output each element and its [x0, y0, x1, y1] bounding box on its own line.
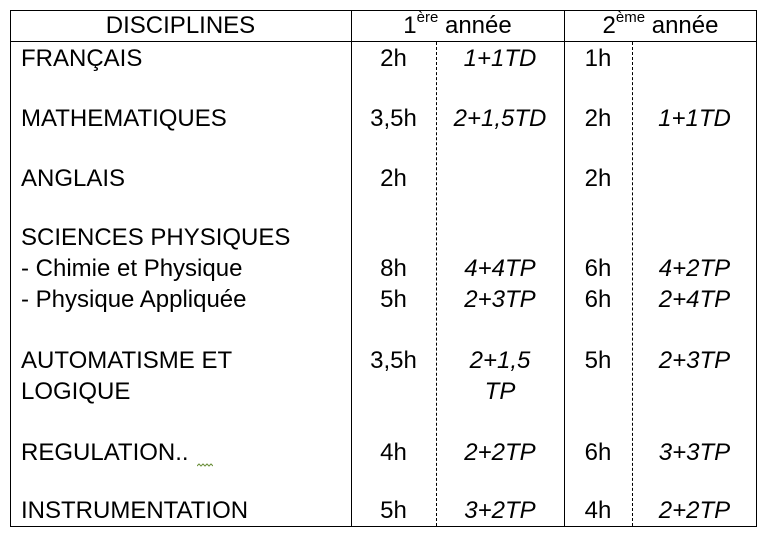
year1-hours: 4h	[380, 439, 407, 466]
discipline-label: MATHEMATIQUES	[21, 105, 227, 132]
year1-split: 4+4TP	[464, 255, 536, 282]
year1-hours: 2h	[380, 165, 407, 192]
year1-split: 3+2TP	[464, 497, 536, 524]
year2-hours: 6h	[584, 286, 612, 313]
discipline-label: REGULATION..	[21, 439, 189, 466]
header-separator	[10, 41, 757, 42]
header-year2: 2ème année	[602, 9, 719, 39]
year2-split: 2+3TP	[658, 347, 731, 374]
discipline-label: - Physique Appliquée	[21, 286, 247, 313]
discipline-label: ANGLAIS	[21, 165, 126, 192]
year2-hours: 1h	[584, 45, 612, 72]
year2-split: 2+4TP	[658, 286, 731, 313]
year1-hours: 3,5h	[370, 347, 417, 374]
table-border-bottom	[10, 526, 757, 527]
discipline-label-line2: LOGIQUE	[21, 378, 131, 405]
year2-hours: 6h	[584, 255, 612, 282]
year1-hours: 5h	[380, 497, 407, 524]
header-disciplines: DISCIPLINES	[105, 12, 256, 39]
year2-hours: 4h	[584, 497, 612, 524]
year2-hours: 6h	[584, 439, 612, 466]
discipline-label: AUTOMATISME ET	[21, 347, 233, 374]
year2-hours: 5h	[584, 347, 612, 374]
header-year1: 1ère année	[403, 9, 512, 39]
year1-split: 2+1,5	[469, 347, 531, 374]
year2-split: 1+1TD	[658, 105, 731, 132]
year1-hours: 8h	[380, 255, 407, 282]
year1-hours: 3,5h	[370, 105, 417, 132]
year2-split: 3+3TP	[658, 439, 731, 466]
year1-split: 2+2TP	[464, 439, 536, 466]
year2-hours: 2h	[584, 165, 612, 192]
curriculum-table	[10, 10, 757, 527]
year1-split: 2+3TP	[464, 286, 536, 313]
year1-split-line2: TP	[484, 378, 516, 405]
discipline-label: SCIENCES PHYSIQUES	[21, 224, 291, 251]
year1-split: 1+1TD	[463, 45, 537, 72]
discipline-label: - Chimie et Physique	[21, 255, 243, 282]
year2-hours: 2h	[584, 105, 612, 132]
discipline-label: FRANÇAIS	[21, 45, 143, 72]
year1-hours: 2h	[380, 45, 407, 72]
year2-split: 2+2TP	[658, 497, 731, 524]
spellcheck-squiggle-icon	[197, 463, 213, 468]
year2-split: 4+2TP	[658, 255, 731, 282]
year1-split: 2+1,5TD	[453, 105, 547, 132]
table-border-left	[10, 10, 11, 527]
discipline-label: INSTRUMENTATION	[21, 497, 249, 524]
year1-hours: 5h	[380, 286, 407, 313]
